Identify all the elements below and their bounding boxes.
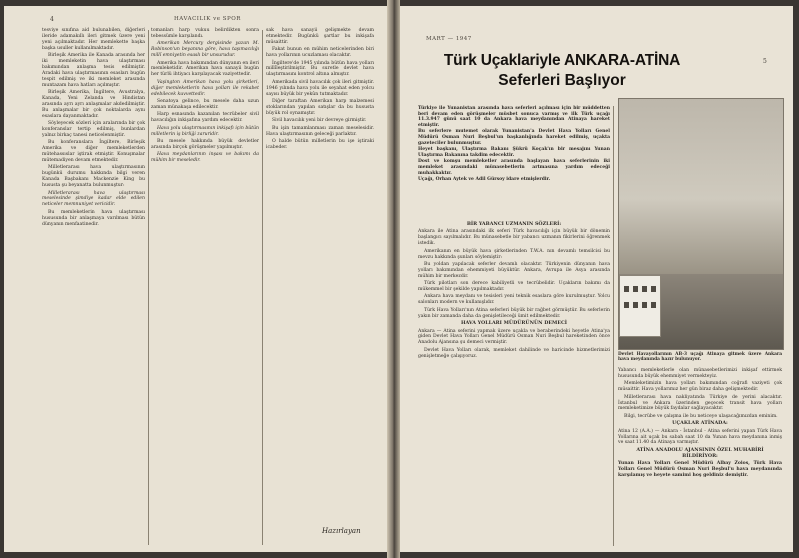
paragraph: Milletlerarası hava ulaştırması meselesinde şimdiye kadar elde edilen neticeler memnuniyet vericidir. <box>42 190 145 208</box>
paragraph: Ankara — Atina seferini yapmak üzere uçakla ve beraberindeki heyetle Atina'ya giden Devlet Hava Yolları Genel Müdürü Osman Nuri Beşbul hareketinden önce Anadolu Ajansına şu demeci vermiştir. <box>418 328 610 346</box>
section-subhead: ATİNA ANADOLU AJANSININ ÖZEL MUHABİRİ BİLDİRİYOR: <box>636 446 764 459</box>
paragraph: Hava meydanlarının inşası ve bakımı da mühim bir meseledir. <box>151 152 259 164</box>
paragraph: tomanları harp vukuu belirdikten sonra tebessümle karşılandı. <box>151 28 259 39</box>
paragraph: Amerika hava bakımından dünyanın en ileri memleketidir. Amerikan hava sanayii bugün her türlü ihtiyacı karşılayacak vaziyettedir. <box>151 60 259 78</box>
section-subhead: UÇAKLAR ATİNADA: <box>672 420 728 427</box>
paragraph: Türk Hava Yolları'nın Atina seferleri büyük bir rağbet görmüştür. Bu seferlerin yakın bir zamanda daha da genişletileceği ümit edilmektedir. <box>418 307 610 319</box>
article-lead <box>418 106 610 218</box>
left-page <box>4 6 387 552</box>
paragraph: Söyleyecek sözleri için aralarında bir çok konferanslar tertip edilmiş, bunlardan yalnız birkaç tanesi neticelenmiştir. <box>42 121 145 138</box>
column-rule <box>262 30 263 545</box>
lead-paragraph: Türkiye ile Yunanistan arasında hava seferleri açılması için bir müddetten beri devam eden görüşmeler müsbet sonuca varmış ve ilk Türk uçağı 11.3.947 günü saat 10 da Ankara hava meydanından Atinaya hareket etmiştir. <box>418 106 610 128</box>
section-subhead: HAVA YOLLARI MÜDÜRÜNÜN DEMECİ <box>460 320 568 327</box>
right-column-2 <box>618 368 782 548</box>
column-rule <box>148 30 149 545</box>
photo-building <box>619 275 661 337</box>
paragraph: Atina 12 (A.A.) — Ankara - İstanbul - Atina seferini yapan Türk Hava Yollarına ait uçak bu sabah saat 10 da Yunan hava meydanına inmiş ve saat 11.40 da Atinaya varmıştır. <box>618 428 782 446</box>
lead-paragraph: Heyet başkanı, Ulaştırma Bakanı Şükrü Koçak'ın bir mesajını Yunan Ulaştırma Bakanına takdim edecektir. <box>418 147 610 158</box>
paragraph: Fakat bunun en mühim neticelerinden biri hava yollarının ucuzlaması olacaktır. <box>266 47 374 59</box>
paragraph: Diğer taraftan Amerikan harp malzemesi stoklarından yapılan satışlar da bu hususta büyük rol oynamıştır. <box>266 98 374 116</box>
paragraph: Devlet Hava Yolları olarak, memleket dahilinde ve haricinde hizmetlerimizi genişletmeğe çalışıyoruz. <box>418 347 610 359</box>
article-headline <box>412 52 712 90</box>
book-gutter <box>387 0 400 558</box>
paragraph: Harp esnasında kazanılan tecrübeler sivil havacılığın inkişafına yardım edecektir. <box>151 112 259 124</box>
author-signature: Hazırlayan <box>322 527 361 535</box>
paragraph: Türk pilotları son derece kabiliyetli ve tecrübelidir. Uçakların bakımı da mükemmel bir şekilde yapılmaktadır. <box>418 281 610 293</box>
left-running-head: HAVACILIK ve SPOR <box>174 16 241 22</box>
paragraph: Ankara hava meydanı ve tesisleri yeni teknik esaslara göre kurulmuştur. Yolcu salonları modern ve kullanışlıdır. <box>418 294 610 306</box>
paragraph: Bilgi, tecrübe ve çalışma ile bu neticeye ulaşacağımızdan eminim. <box>624 413 778 419</box>
paragraph: Hava yolu ulaştırmasının inkişafı için bütün milletlerin iş birliği zaruridir. <box>151 125 259 137</box>
lead-paragraph: Bu seferlere mutemet olarak Yunanistan'a Devlet Hava Yolları Genel Müdürü Osman Nuri Beşbul'un başkanlığında hareket edilmiş, uçakta gazeteciler bulunmuştur. <box>418 129 610 146</box>
lead-paragraph: Uçağı, Orhan Aytek ve Adil Gürsoy idare etmişlerdir. <box>418 177 551 183</box>
paragraph: Amerikada sivil havacılık çok ileri gitmiştir. 1946 yılında hava yolu ile seyahat eden yolcu sayısı büyük bir yekûn tutmaktadır. <box>266 79 374 97</box>
lead-paragraph: Dost ve komşu memleketler arasında başlayan hava seferlerinin iki memleket arasındaki münasebetlerin artmasına yardım edeceği muhakkaktır. <box>418 159 610 176</box>
airplane-photo <box>618 98 784 350</box>
paragraph: İngiltere'de 1945 yılında bütün hava yolları millîleştirilmiştir. Bu suretle devlet hava ulaştırmasını kontrol altına almıştır. <box>266 60 374 78</box>
paragraph: Senatoya gelince, bu mesele daha uzun zaman münakaşa edilecektir. <box>151 98 259 110</box>
section-subhead: BİR YABANCI UZMANIN SÖZLERİ: <box>466 221 562 227</box>
paragraph: Yunan Hava Yolları Genel Müdürü Albay Zoios, Türk Hava Yolları Genel Müdürü Osman Nuri Beşbul'u hava meydanında karşılamış ve heyete samimi hoş geldiniz demiştir. <box>618 461 782 478</box>
left-column-3 <box>266 28 374 528</box>
paragraph: Bu mesele hakkında büyük devletler arasında birçok görüşmeler yapılmıştır. <box>151 138 259 150</box>
paragraph: sak hava sanayii gelişmekte devam etmektedir. Bugünkü şartlar bu inkişafa müsaittir. <box>266 28 374 45</box>
paragraph: Amerikan Mercury dergisinde yazan M. Robinson'un beyanına göre, hava taşımacılığı millî emniyetin esaslı bir unsurudur. <box>151 41 259 59</box>
right-running-head: MART — 1947 <box>426 36 472 42</box>
paragraph: Bu işin tamamlanması zaman meselesidir. Hava ulaştırmasının geleceği parlaktır. <box>266 125 374 137</box>
right-page <box>400 6 793 552</box>
photo-caption: Devlet Havayollarının AB-3 uçağı Atinaya gitmek üzere Ankara hava meydanında hazır bulunuyor. <box>618 352 782 363</box>
paragraph: O halde bütün milletlerin bu işe iştiraki icabeder. <box>266 138 374 150</box>
paragraph: tesviye sınıfına aid bulunabilen, diğerleri ileride adamakıllı ileri gitmek üzere yeni yeni açılmaktadır. Her memlekette başka başka usuller kullanılmaktadır. <box>42 28 145 51</box>
paragraph: Amerikanın en büyük hava şirketlerinden T.W.A. nın devamlı temsilcisi bu mevzu hakkında şunları söylemiştir: <box>418 248 610 260</box>
paragraph: Bu yoldan yapılacak seferler devamlı olacaktır. Türkiyenin dünyanın hava yolları bakımından ehemmiyeti büyüktür. Ankara, Avrupa ile Asya arasında mühim bir merkezdir. <box>418 261 610 279</box>
paragraph: Yabancı memleketlerle olan münasebetlerimizi inkişaf ettirmek hususunda büyük ehemmiyet vermekteyiz. <box>618 368 782 379</box>
paragraph: Milletlerarası hava ulaştırmasının bugünkü durumu hakkında bilgi veren Kanada Başbakanı Mackenzie King bu hususta şu beyanatta bulunmuştur: <box>42 165 145 189</box>
paragraph: Milletlerarası hava nakliyatında Türkiye de yerini alacaktır. İstanbul ve Ankara üzerinden geçecek transit hava yolları memleketimize büyük faydalar sağlayacaktır. <box>618 394 782 412</box>
headline-line-1: Türk Uçaklariyle ANKARA-ATİNA <box>443 52 681 69</box>
paragraph: Birleşik Amerika, İngiltere, Avustralya, Kanada, Yeni Zelanda ve Hindistan arasında ayrı ayrı anlaşmalar akdedilmiştir. Bu anlaşmalar bir çok noktalarda aynı esaslara dayanmaktadır. <box>42 90 145 119</box>
left-column-1 <box>42 28 145 548</box>
paragraph: Vaşington Amerikan hava yolu şirketleri, diğer memleketlerin hava yolları ile rekabet edebilecek kuvvettedir. <box>151 79 259 97</box>
paragraph: Bu konferanslara İngiltere, Birleşik Amerika ve diğer memleketlerden mütehassıslar iştirak etmiştir. Konuşmalar mütemadiyen devam etmektedir. <box>42 140 145 164</box>
column-rule <box>613 106 614 546</box>
right-page-number: 5 <box>763 58 767 65</box>
paragraph: Memleketimizin hava yolları bakımından coğrafi vaziyeti çok müsaittir. Hava yollarımız her gün biraz daha gelişmektedir. <box>618 381 782 393</box>
paragraph: Birleşik Amerika ile Kanada arasında her iki memleketin hava ulaştırması bakımından anlaşma tesis edilmiştir. Aradaki hava ulaştırmasının esasları bugün tespit edilmiş ve iki memleket arasında muntazam hava hatları açılmıştır. <box>42 53 145 88</box>
left-column-2 <box>151 28 259 548</box>
paragraph: Bu memleketlerin hava ulaştırması hususunda bir anlaşmaya varılması bütün dünyanın menfaatinedir. <box>42 209 145 227</box>
right-column-1 <box>418 222 610 547</box>
paragraph: Ankara ile Atina arasındaki ilk seferi Türk havacılığı için büyük bir dönemin başlangıcı sayılmalıdır. Bu münasebetle bir yabancı uzmanın fikirlerini öğrenmek istedik. <box>418 229 610 247</box>
paragraph: Sivil havacılık yeni bir devreye girmiştir. <box>272 118 367 124</box>
left-page-number: 4 <box>50 16 54 23</box>
headline-line-2: Seferleri Başlıyor <box>498 72 626 89</box>
